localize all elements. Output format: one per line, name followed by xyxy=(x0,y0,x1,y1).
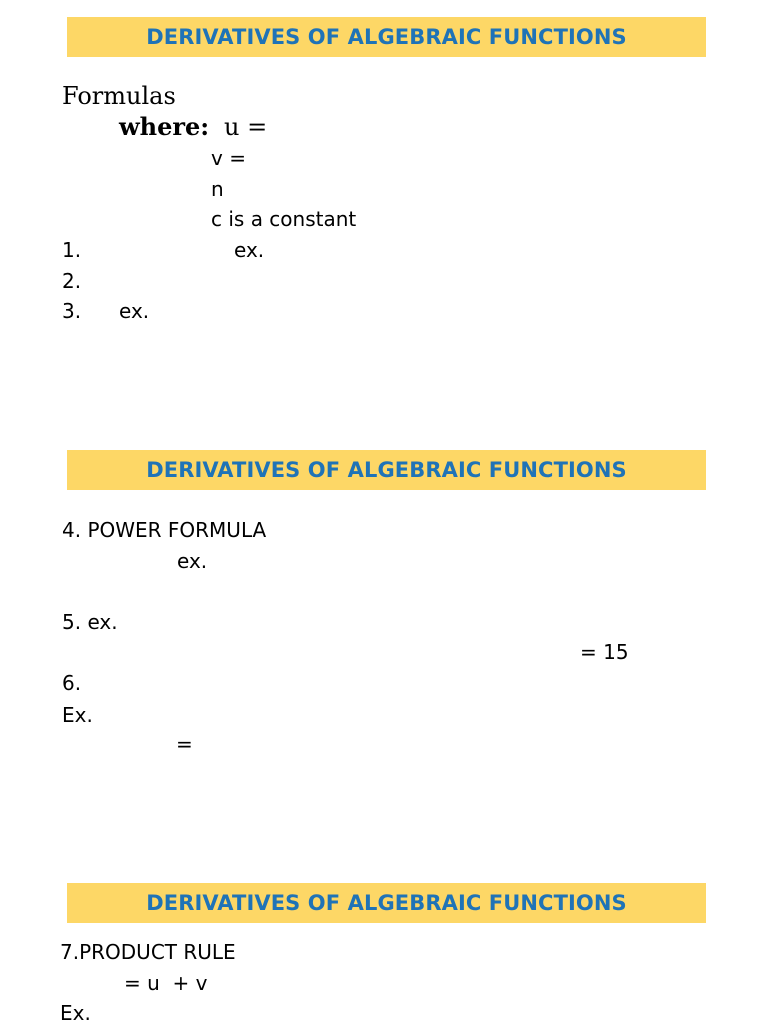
item-7-product-rule: 7.PRODUCT RULE xyxy=(60,940,236,964)
v-definition: v = xyxy=(211,146,246,170)
item-1-example: ex. xyxy=(234,238,265,262)
where-label: where: xyxy=(119,112,210,141)
u-definition: u = xyxy=(224,113,268,141)
item-5-result: = 15 xyxy=(580,640,629,664)
section-banner-1: DERIVATIVES OF ALGEBRAIC FUNCTIONS xyxy=(67,17,706,57)
item-1-number: 1. xyxy=(62,238,82,262)
n-definition: n xyxy=(211,177,224,201)
item-6-example: Ex. xyxy=(62,703,93,727)
item-3-number: 3. xyxy=(62,299,82,323)
c-definition: c is a constant xyxy=(211,207,357,231)
section-banner-3: DERIVATIVES OF ALGEBRAIC FUNCTIONS xyxy=(67,883,706,923)
item-2-number: 2. xyxy=(62,269,82,293)
item-5-example: 5. ex. xyxy=(62,610,118,634)
section-banner-2: DERIVATIVES OF ALGEBRAIC FUNCTIONS xyxy=(67,450,706,490)
item-7-example: Ex. xyxy=(60,1001,91,1025)
item-6-number: 6. xyxy=(62,671,82,695)
item-4-example: ex. xyxy=(177,549,208,573)
item-7-formula: = u + v xyxy=(124,971,208,995)
formulas-heading: Formulas xyxy=(62,82,176,110)
item-3-example: ex. xyxy=(119,299,150,323)
item-4-power-formula: 4. POWER FORMULA xyxy=(62,518,267,542)
item-6-equals: = xyxy=(176,732,193,756)
